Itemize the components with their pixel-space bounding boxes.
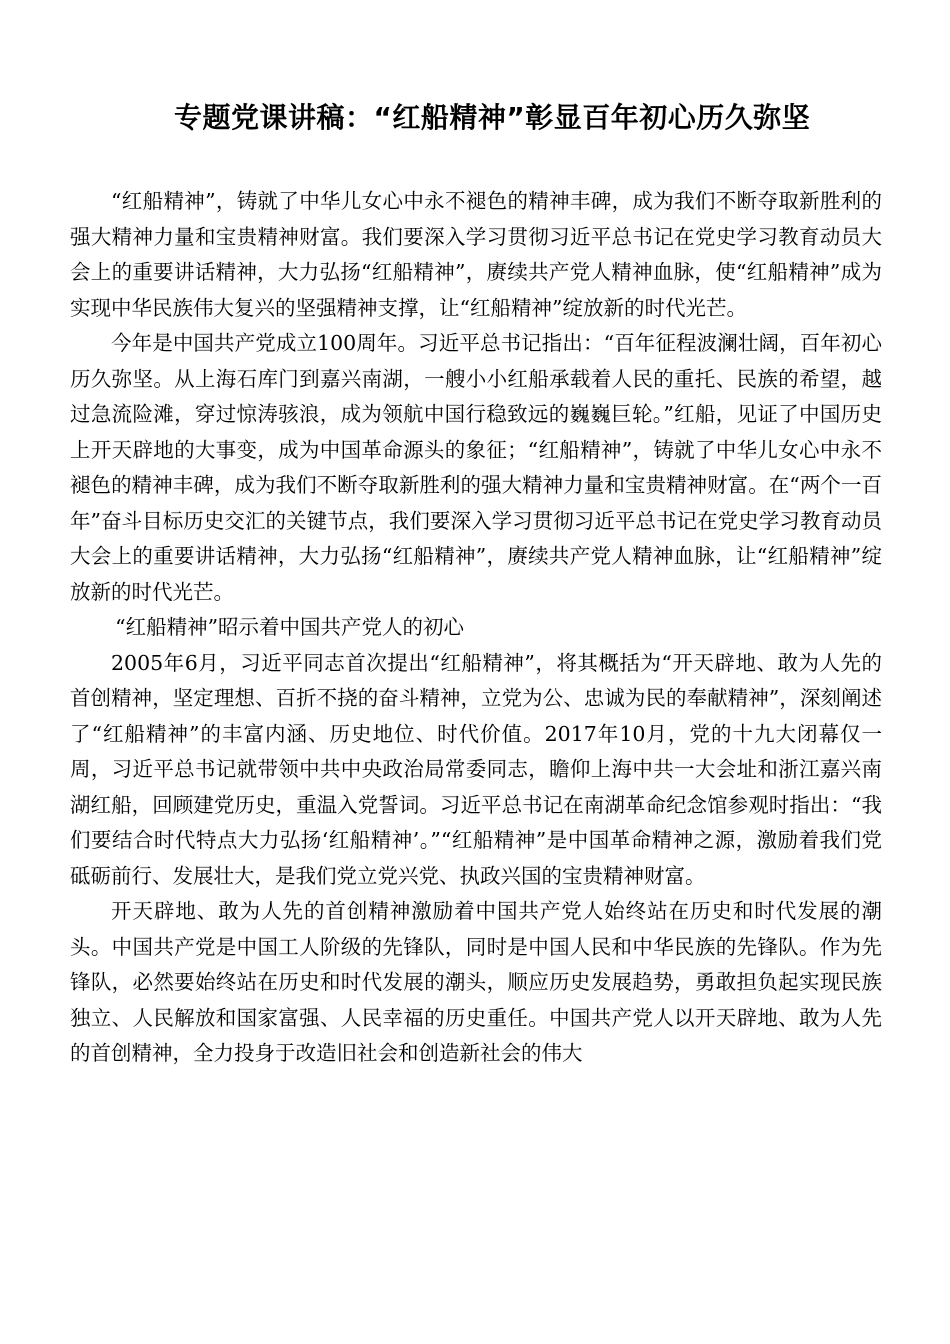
paragraph: 今年是中国共产党成立100周年。习近平总书记指出：“百年征程波澜壮阔，百年初心历久弥坚。从上海石库门到嘉兴南湖，一艘小小红船承载着人民的重托、民族的希望，越过急流险滩，穿过惊涛骇浪，成为领航中国行稳致远的巍巍巨轮。”红船，见证了中国历史上开天辟地的大事变，成为中国革命源头的象征；“红船精神”，铸就了中华儿女心中永不褪色的精神丰碑，成为我们不断夺取新胜利的强大精神力量和宝贵精神财富。在“两个一百年”奋斗目标历史交汇的关键节点，我们要深入学习贯彻习近平总书记在党史学习教育动员大会上的重要讲话精神，大力弘扬“红船精神”，赓续共产党人精神血脉，让“红船精神”绽放新的时代光芒。 — [70, 331, 882, 604]
paragraph: “红船精神”，铸就了中华儿女心中永不褪色的精神丰碑，成为我们不断夺取新胜利的强大精神力量和宝贵精神财富。我们要深入学习贯彻习近平总书记在党史学习教育动员大会上的重要讲话精神，大力弘扬“红船精神”，赓续共产党人精神血脉，使“红船精神”成为实现中华民族伟大复兴的坚强精神支撑，让“红船精神”绽放新的时代光芒。 — [70, 189, 882, 320]
document-title: 专题党课讲稿：“红船精神”彰显百年初心历久弥坚 — [174, 101, 811, 134]
document-body — [70, 184, 882, 1072]
paragraph: 2005年6月，习近平同志首次提出“红船精神”，将其概括为“开天辟地、敢为人先的首创精神，坚定理想、百折不挠的奋斗精神，立党为公、忠诚为民的奉献精神”，深刻阐述了“红船精神”的丰富内涵、历史地位、时代价值。2017年10月，党的十九大闭幕仅一周，习近平总书记就带领中共中央政治局常委同志，瞻仰上海中共一大会址和浙江嘉兴南湖红船，回顾建党历史，重温入党誓词。习近平总书记在南湖革命纪念馆参观时指出：“我们要结合时代特点大力弘扬‘红船精神’。”“红船精神”是中国革命精神之源，激励着我们党砥砺前行、发展壮大，是我们党立党兴党、执政兴国的宝贵精神财富。 — [70, 650, 882, 888]
paragraph: 开天辟地、敢为人先的首创精神激励着中国共产党人始终站在历史和时代发展的潮头。中国共产党是中国工人阶级的先锋队，同时是中国人民和中华民族的先锋队。作为先锋队，必然要始终站在历史和时代发展的潮头，顺应历史发展趋势，勇敢担负起实现民族独立、人民解放和国家富强、人民幸福的历史重任。中国共产党人以开天辟地、敢为人先的首创精神，全力投身于改造旧社会和创造新社会的伟大 — [70, 899, 882, 1065]
section-heading: “红船精神”昭示着中国共产党人的初心 — [115, 615, 465, 639]
